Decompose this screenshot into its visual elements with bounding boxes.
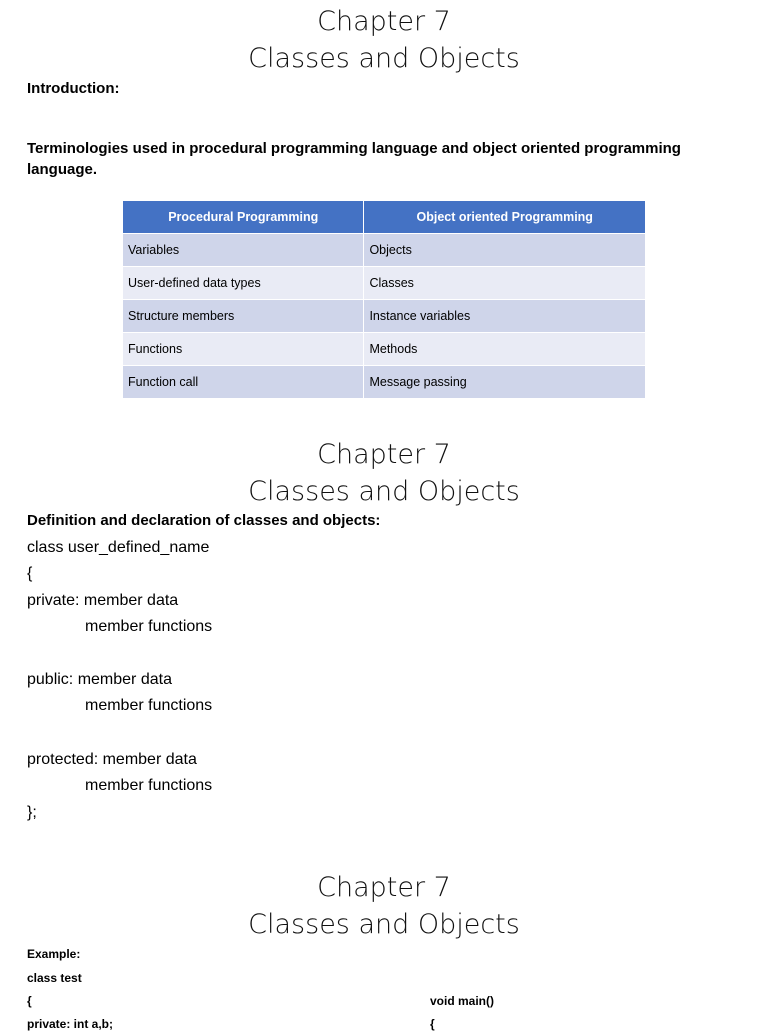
- table-row: [123, 333, 645, 366]
- definition-heading: Definition and declaration of classes and objects:: [27, 512, 381, 529]
- table-row: [123, 234, 645, 267]
- example-code-line: private: int a,b;: [27, 1017, 114, 1031]
- table-header-procedural: Procedural Programming: [123, 201, 364, 234]
- code-line-protected-functions: member functions: [85, 777, 213, 794]
- table-row: [123, 300, 645, 333]
- example-main-line: void main(): [430, 994, 495, 1008]
- chapter-subtitle-3: Classes and Objects: [248, 909, 520, 940]
- chapter-title-3: Chapter 7: [317, 872, 451, 903]
- table-header-oop: Object oriented Programming: [364, 201, 645, 234]
- terms-heading: Terminologies used in procedural programming language and object oriented programming language.: [27, 140, 681, 178]
- table-cell: Structure members: [123, 300, 364, 333]
- table-cell: Functions: [123, 333, 364, 366]
- table-cell: User-defined data types: [123, 267, 364, 300]
- code-line-private: private: member data: [27, 592, 179, 609]
- table-row: [123, 366, 645, 399]
- comparison-table: [123, 201, 645, 398]
- table-cell: Variables: [123, 234, 364, 267]
- example-main-line: {: [430, 1017, 435, 1031]
- intro-heading: Introduction:: [27, 80, 120, 97]
- code-line-class: class user_defined_name: [27, 539, 210, 556]
- code-line-public-functions: member functions: [85, 697, 213, 714]
- code-line-open-brace: {: [27, 565, 33, 582]
- example-code-line: {: [27, 994, 32, 1008]
- table-cell: Instance variables: [364, 300, 645, 333]
- table-cell: Objects: [364, 234, 645, 267]
- example-label: Example:: [27, 947, 81, 961]
- chapter-title-2: Chapter 7: [317, 439, 451, 470]
- chapter-title-1: Chapter 7: [317, 6, 451, 37]
- example-code-line: class test: [27, 971, 82, 985]
- table-cell: Methods: [364, 333, 645, 366]
- table-row: [123, 267, 645, 300]
- table-cell: Message passing: [364, 366, 645, 399]
- code-line-private-functions: member functions: [85, 618, 213, 635]
- table-cell: Classes: [364, 267, 645, 300]
- table-cell: Function call: [123, 366, 364, 399]
- chapter-subtitle-1: Classes and Objects: [248, 43, 520, 74]
- chapter-subtitle-2: Classes and Objects: [248, 476, 520, 507]
- table-header-row: [123, 201, 645, 234]
- code-line-close-brace: };: [27, 804, 37, 821]
- code-line-protected: protected: member data: [27, 751, 197, 768]
- code-line-public: public: member data: [27, 671, 172, 688]
